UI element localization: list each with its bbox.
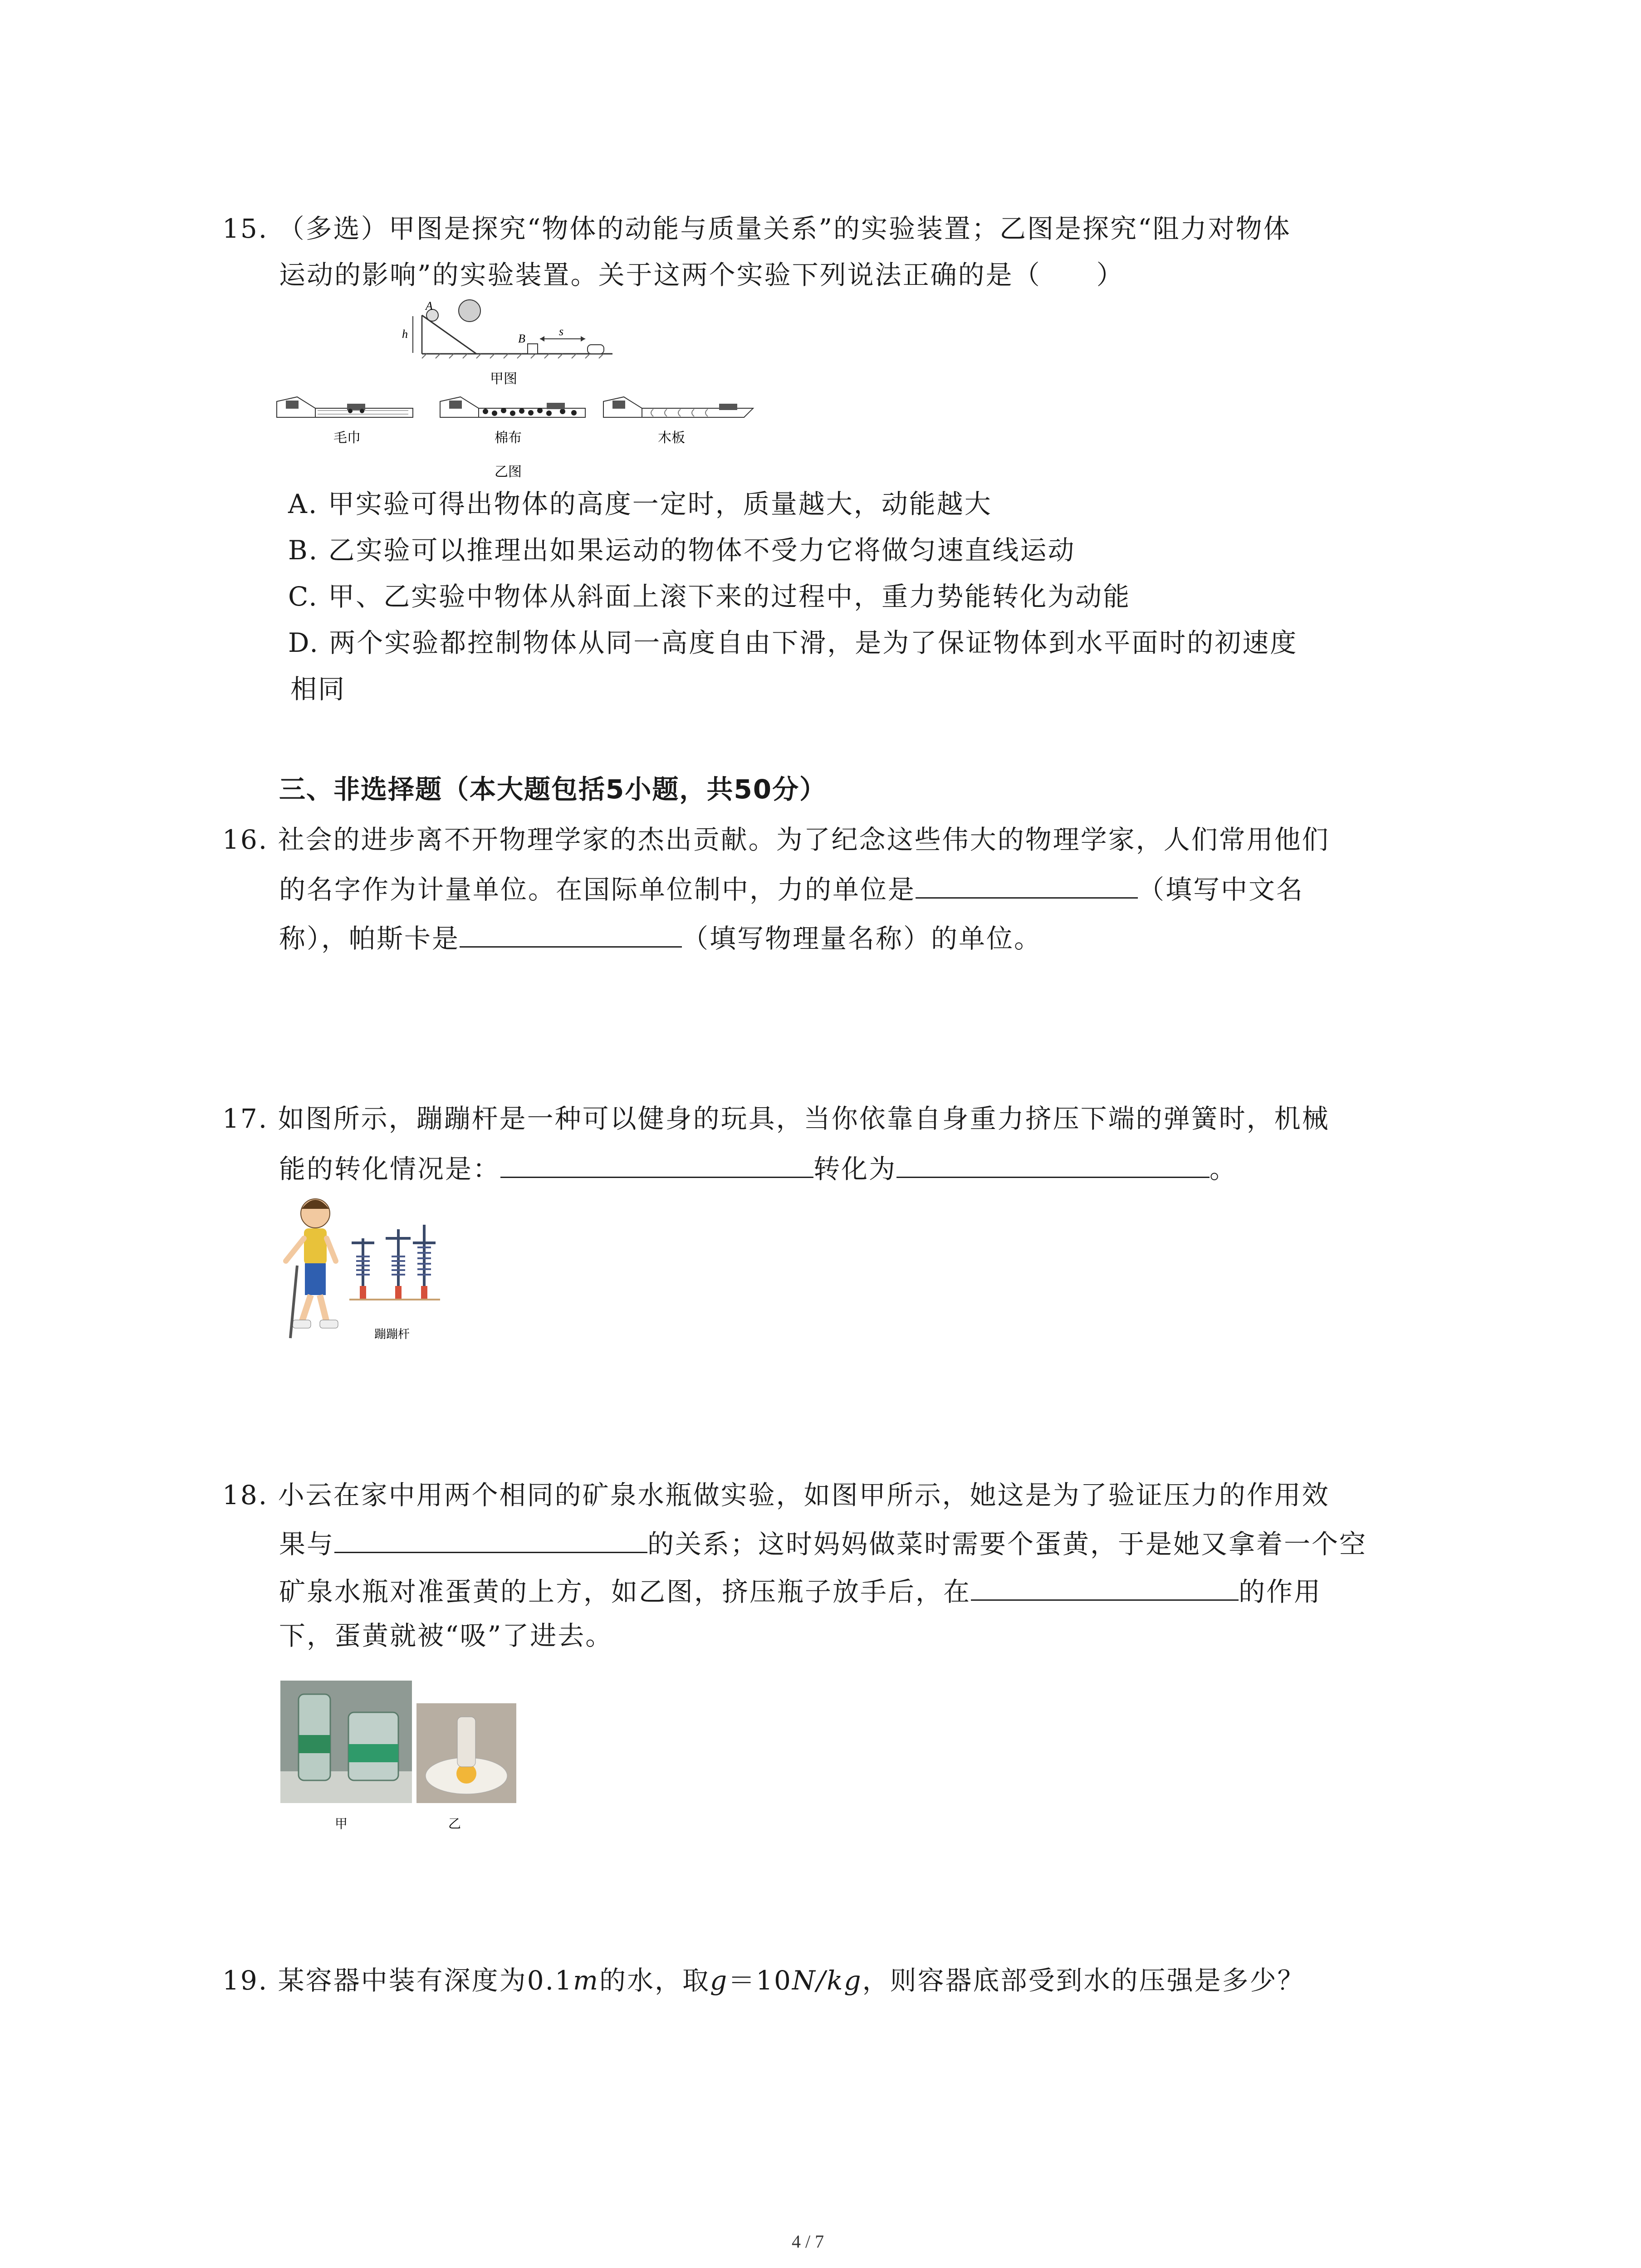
q16-blank-force-unit[interactable] <box>916 872 1138 899</box>
caption-pogo: 蹦蹦杆 <box>374 1328 410 1341</box>
q18-line3 <box>279 1574 1322 1608</box>
q19-g-value: ＝10 <box>728 1965 792 1996</box>
q16-line2 <box>279 872 1304 906</box>
q15-stem-line2: 运动的影响”的实验装置。关于这两个实验下列说法正确的是（ ） <box>279 259 1124 290</box>
q15-option-d-continued: 相同 <box>290 674 346 704</box>
q19-text-mid: 的水，取 <box>599 1965 710 1996</box>
q15-stem-line1: 15. （多选）甲图是探究“物体的动能与质量关系”的实验装置；乙图是探究“阻力对物体 <box>222 213 1291 244</box>
caption-yi-photo: 乙 <box>448 1816 461 1831</box>
label-a: A <box>426 299 433 313</box>
surface-towel <box>277 397 413 417</box>
surface-wood <box>603 397 753 417</box>
caption-yi: 乙图 <box>495 464 522 480</box>
label-s: s <box>559 325 564 338</box>
q17-figure-pogo <box>277 1193 458 1347</box>
caption-cotton: 棉布 <box>495 430 522 446</box>
q17-line2-text-b: 转化为 <box>813 1154 897 1184</box>
q19-depth-number: 0.1 <box>527 1965 573 1996</box>
q15-figure-yi <box>272 388 762 485</box>
q18-line3-text: 矿泉水瓶对准蛋黄的上方，如乙图，挤压瓶子放手后，在 <box>279 1576 971 1607</box>
q16-line2-text-b: （填写中文名 <box>1138 874 1304 905</box>
q18-line2 <box>279 1526 1367 1560</box>
q16-line3-text-b: （填写物理量名称）的单位。 <box>682 923 1042 954</box>
caption-jia: 甲图 <box>490 371 517 387</box>
page-number: 4 / 7 <box>792 2231 824 2252</box>
q18-figure-photos <box>280 1681 516 1835</box>
q15-option-c: C. 甲、乙实验中物体从斜面上滚下来的过程中，重力势能转化为动能 <box>288 581 1131 612</box>
q15-option-b: B. 乙实验可以推理出如果运动的物体不受力它将做匀速直线运动 <box>288 535 1076 566</box>
surface-cotton <box>440 397 585 417</box>
caption-towel: 毛巾 <box>333 430 361 446</box>
q18-line2-text-b: 的关系；这时妈妈做菜时需要个蛋黄，于是她又拿着一个空 <box>647 1529 1367 1559</box>
q17-line2-text: 能的转化情况是： <box>279 1154 501 1184</box>
q15-option-d: D. 两个实验都控制物体从同一高度自由下滑，是为了保证物体到水平面时的初速度 <box>288 627 1298 658</box>
caption-jia-photo: 甲 <box>335 1816 348 1831</box>
q18-line1: 18. 小云在家中用两个相同的矿泉水瓶做实验，如图甲所示，她这是为了验证压力的作用效 <box>222 1480 1330 1510</box>
q16-line3 <box>279 921 1042 955</box>
q18-line2-text: 果与 <box>279 1529 335 1559</box>
label-b: B <box>518 332 525 345</box>
q17-line1: 17. 如图所示，蹦蹦杆是一种可以健身的玩具，当你依靠自身重力挤压下端的弹簧时，机械 <box>222 1103 1330 1134</box>
q17-blank-to[interactable] <box>896 1151 1210 1178</box>
q16-blank-pascal-quantity[interactable] <box>460 921 682 948</box>
q17-line2 <box>279 1151 1237 1185</box>
q16-line2-text: 的名字作为计量单位。在国际单位制中，力的单位是 <box>279 874 916 905</box>
q16-line1: 16. 社会的进步离不开物理学家的杰出贡献。为了纪念这些伟大的物理学家，人们常用他们 <box>222 824 1330 855</box>
q16-line3-text: 称），帕斯卡是 <box>279 923 460 954</box>
q18-blank-force[interactable] <box>971 1574 1239 1601</box>
q19-depth-unit: m <box>573 1965 599 1996</box>
q19-g-symbol: g <box>710 1965 729 1996</box>
caption-wood: 木板 <box>658 430 685 446</box>
section-heading: 三、非选择题（本大题包括5小题，共50分） <box>279 774 827 805</box>
q19-line <box>222 1964 1305 1997</box>
q18-line3-text-b: 的作用 <box>1239 1576 1322 1607</box>
q15-option-a: A. 甲实验可得出物体的高度一定时，质量越大，动能越大 <box>288 489 992 519</box>
q17-blank-from[interactable] <box>500 1151 813 1178</box>
label-h: h <box>402 327 408 341</box>
q18-blank-relation[interactable] <box>334 1526 647 1553</box>
q17-line2-end: 。 <box>1210 1154 1238 1184</box>
q15-figure-jia <box>399 297 617 392</box>
q19-text-suffix: ，则容器底部受到水的压强是多少？ <box>862 1965 1305 1996</box>
q19-text-prefix: 19. 某容器中装有深度为 <box>222 1965 527 1996</box>
q18-line4: 下，蛋黄就被“吸”了进去。 <box>279 1620 613 1651</box>
q19-g-unit: N/kg <box>792 1965 862 1996</box>
